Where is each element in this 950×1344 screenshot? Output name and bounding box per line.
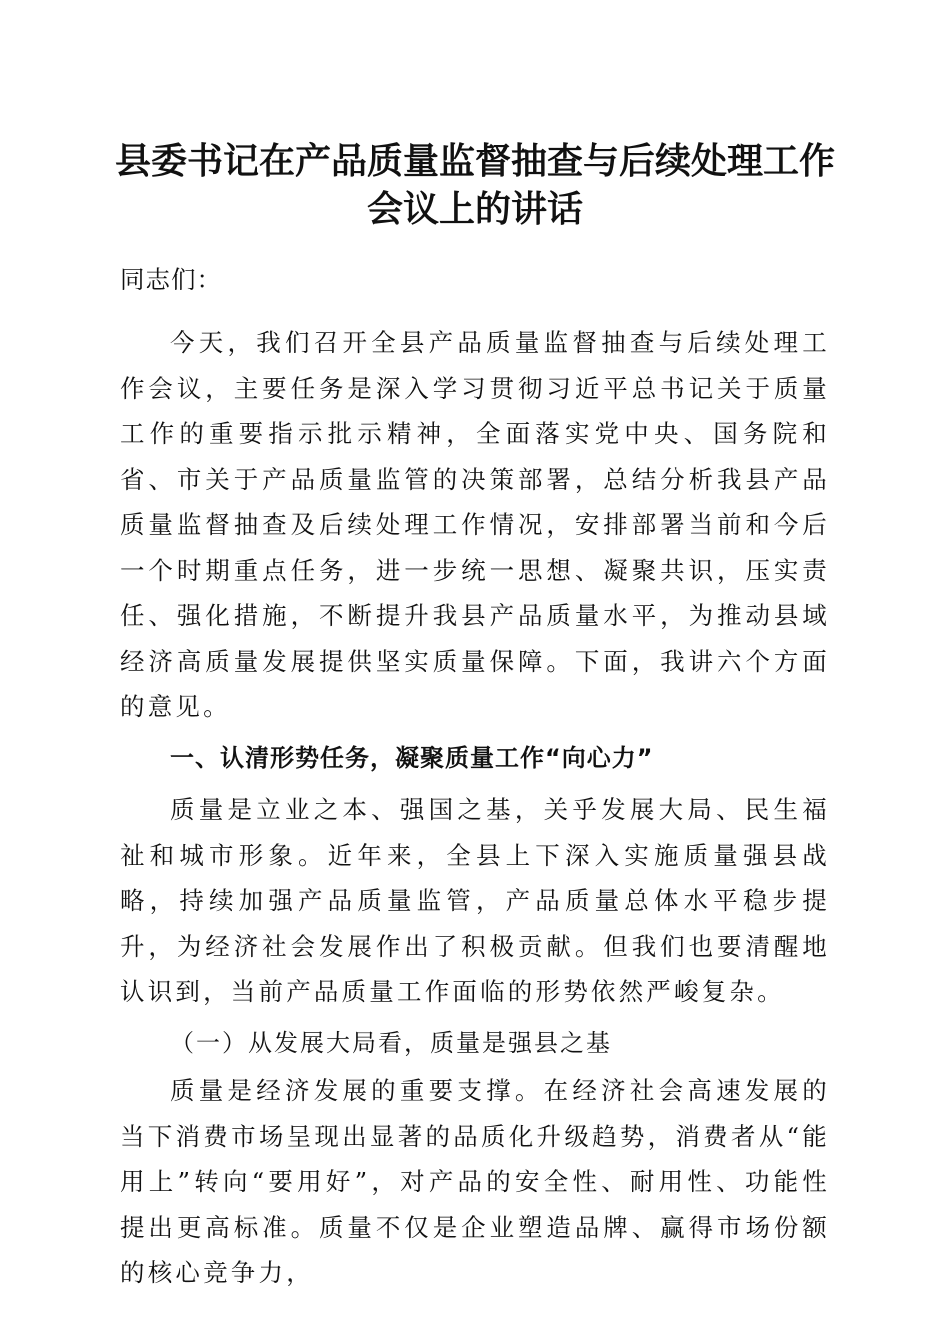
document-title-line-2: 会议上的讲话 — [366, 188, 583, 230]
section-heading-1: 一、认清形势任务，凝聚质量工作“向心力” — [170, 743, 654, 772]
salutation: 同志们： — [120, 265, 222, 294]
paragraph-intro: 今天，我们召开全县产品质量监督抽查与后续处理工作会议，主要任务是深入学习贯彻习近平总书记关于质量工作的重要指示批示精神，全面落实党中央、国务院和省、市关于产品质量监管的决策部署，总结分析我县产品质量监督抽查及后续处理工作情况，安排部署当前和今后一个时期重点任务，进一步统一思想、凝聚共识，压实责任、强化措施，不断提升我县产品质量水平，为推动县域经济高质量发展提供坚实质量保障。下面，我讲六个方面的意见。 — [120, 328, 830, 721]
document-body — [120, 320, 830, 1296]
paragraph-situation: 质量是立业之本、强国之基，关乎发展大局、民生福祉和城市形象。近年来，全县上下深入实施质量强县战略，持续加强产品质量监管，产品质量总体水平稳步提升，为经济社会发展作出了积极贡献。但我们也要清醒地认识到，当前产品质量工作面临的形势依然严峻复杂。 — [120, 795, 830, 1006]
paragraph-development: 质量是经济发展的重要支撑。在经济社会高速发展的当下消费市场呈现出显著的品质化升级趋势，消费者从“能用上”转向“要用好”，对产品的安全性、耐用性、功能性提出更高标准。质量不仅是企业塑造品牌、赢得市场份额的核心竞争力， — [120, 1076, 830, 1287]
document-title-line-1: 县委书记在产品质量监督抽查与后续处理工作 — [114, 140, 835, 182]
subsection-heading-1: （一）从发展大局看，质量是强县之基 — [170, 1028, 612, 1057]
